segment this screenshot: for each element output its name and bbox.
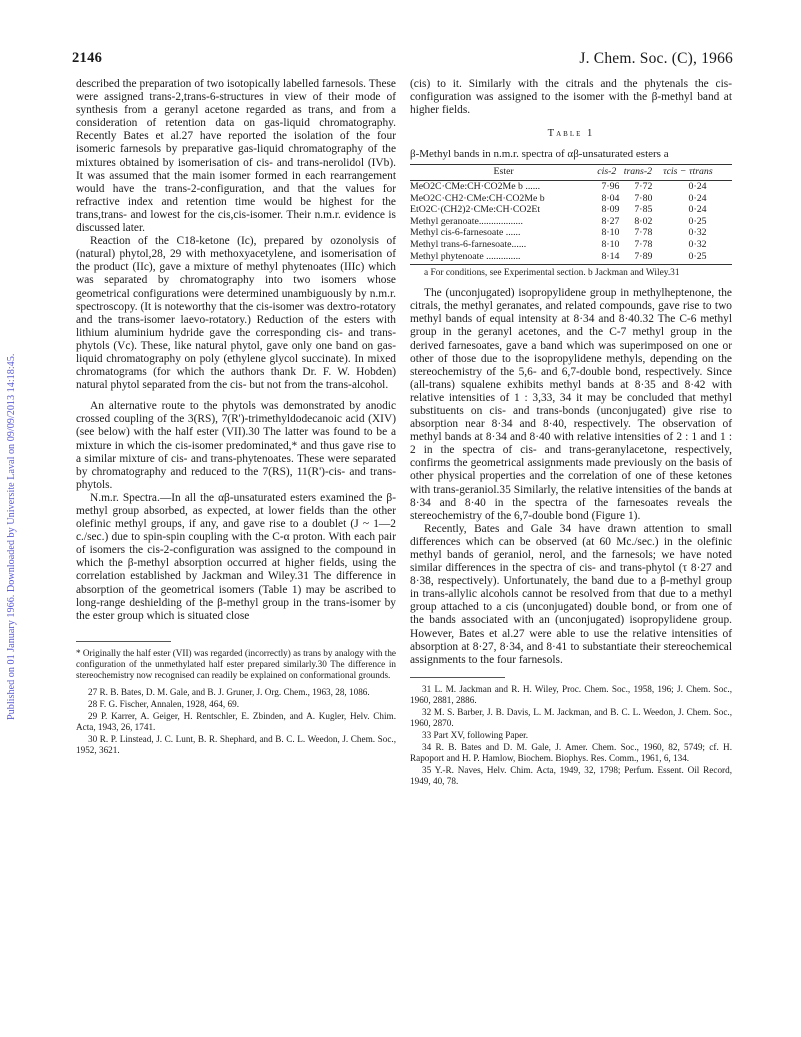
- reference: 29 P. Karrer, A. Geiger, H. Rentschler, E. Zbinden, and A. Kugler, Helv. Chim. Acta, 1943, 26, 1741.: [76, 710, 396, 732]
- reference: 32 M. S. Barber, J. B. Davis, L. M. Jackman, and B. C. L. Weedon, J. Chem. Soc., 1960, 2870.: [410, 706, 732, 728]
- table-cell: 8·09: [601, 204, 620, 216]
- reference: 35 Y.-R. Naves, Helv. Chim. Acta, 1949, 32, 1798; Perfum. Essent. Oil Record, 1949, 40, 78.: [410, 764, 732, 786]
- table-cell: 0·32: [688, 238, 707, 250]
- footnote-separator: [410, 677, 505, 678]
- left-column: [76, 78, 396, 757]
- table-note: a For conditions, see Experimental section. b Jackman and Wiley.31: [424, 268, 680, 279]
- table-cell: 7·85: [634, 204, 653, 216]
- right-paragraph: The (unconjugated) isopropylidene group in methylheptenone, the citrals, the methyl geranates, and related compounds, gave rise to two methyl bands of equal intensity at 8·34 and 8·40.32 The C-6 methyl group in the geranyl acetones, and the C-7 methyl group in the derived farnesoates, gave a band which was superimposed on one or other of those due to the isopropylidene methyls, depending on the stereochemistry of the 5,6- and 6,7-double bond, respectively. Since (all-trans) squalene exhibits methyl bands at 8·35 and 8·42 with relative intensities of 1 : 3,33, 34 it may be concluded that methyl substituents on cis- and trans-bonds (unconjugated) give rise to absorption near 8·34 and 8·40, respectively. The observation of methyl bands at 8·34 and 8·40 with relative intensities of 2 : 1 and 1 : 2 in the spectra of cis- and trans-geranylacetone, respectively, confirms the geometrical assignments made previously on the basis of other physical properties and the correlation of one of these ketones with trans-geraniol.35 Similarly, the relative intensities of the bands at 8·34 and 8·40 in the spectra of the farnesoates reveals the stereochemistry of the 6,7-double bond (Figure 1).: [410, 287, 732, 522]
- table-cell: 0·24: [688, 180, 707, 192]
- table-row: [410, 216, 732, 228]
- table-cell: 7·78: [634, 238, 653, 250]
- table-header-difference: τcis − τtrans: [663, 165, 732, 181]
- table-row: [410, 251, 732, 265]
- table-cell: 7·89: [624, 251, 663, 265]
- right-references: [410, 684, 732, 787]
- table-row: [410, 239, 732, 251]
- table-cell: 0·25: [688, 215, 707, 227]
- table-row: [410, 193, 732, 205]
- table-1: [410, 127, 732, 279]
- table-row: [410, 204, 732, 216]
- table-cell: EtO2C·(CH2)2·CMe:CH·CO2Et: [410, 204, 541, 216]
- left-paragraph: An alternative route to the phytols was demonstrated by anodic crossed coupling of the 3(RS), 7(R')-trimethyldodecanoic acid (XIV) (see below) with the half ester (VII).30 The latter was found to be a mixture in which the cis-isomer predominated,* and thus gave rise to a similar mixture of cis- and trans-phytenoates. These were separated by chromatography and reduced to the 7(RS), 11(R')-cis- and trans-phytols.: [76, 400, 396, 491]
- table-cell: Methyl cis-6-farnesoate ......: [410, 227, 521, 239]
- table-cell: 8·04: [601, 192, 620, 204]
- table-cell: 8·14: [597, 251, 623, 265]
- table-cell: 0·32: [688, 227, 707, 239]
- page-number: 2146: [72, 50, 103, 66]
- right-column: [410, 78, 732, 788]
- table-cell: 0·24: [688, 192, 707, 204]
- table-cell: Methyl trans-6-farnesoate......: [410, 238, 527, 250]
- table-row: [410, 227, 732, 239]
- reference: 28 F. G. Fischer, Annalen, 1928, 464, 69.: [88, 698, 239, 709]
- table-cell: 0·25: [663, 251, 732, 265]
- table-cell: 7·80: [634, 192, 653, 204]
- footnote-separator: [76, 641, 171, 642]
- side-stamp-text[interactable]: Published on 01 January 1966. Downloaded by Universite Laval on 09/09/2013 14:18:45.: [6, 353, 17, 720]
- left-references: [76, 687, 396, 756]
- right-paragraph: Recently, Bates and Gale 34 have drawn attention to small differences which can be observed (at 60 Mc./sec.) in the olefinic methyl bands of geraniol, nerol, and the farnesols; we have noted similar differences in the spectra of cis- and trans-phytol (τ 8·27 and 8·38, respectively). Unfortunately, the band due to a β-methyl group in trans-allylic alcohols cannot be resolved from that due to a methyl group attached to a cis (unconjugated) double bond, or from one of the bands associated with an (unconjugated) isopropylidene group. However, Bates et al.27 were able to use the relative intensities of absorption at 8·27, 8·34, and 8·41 to substantiate their stereochemical assignments to the four farnesols.: [410, 522, 732, 666]
- table-cell: 8·10: [601, 238, 620, 250]
- table-cell: 7·78: [634, 227, 653, 239]
- right-intro: (cis) to it. Similarly with the citrals and the phytenals the cis-configuration was assigned to the isomer with the β-methyl band at higher fields.: [410, 78, 732, 117]
- table-body: [410, 164, 732, 265]
- table-cell: MeO2C·CH2·CMe:CH·CO2Me b: [410, 192, 545, 204]
- table-cell: Methyl phytenoate ..............: [410, 251, 597, 265]
- reference: 31 L. M. Jackman and R. H. Wiley, Proc. Chem. Soc., 1958, 196; J. Chem. Soc., 1960, 2881, 2886.: [410, 683, 732, 705]
- table-cell: 8·27: [601, 215, 620, 227]
- table-cell: 7·72: [634, 180, 653, 192]
- table-header-ester: Ester: [410, 165, 597, 181]
- table-header-cis: cis-2: [597, 165, 623, 181]
- table-cell: 0·24: [688, 204, 707, 216]
- table-cell: 7·96: [601, 180, 620, 192]
- table-cell: 8·10: [601, 227, 620, 239]
- journal-header: J. Chem. Soc. (C), 1966: [579, 50, 733, 67]
- table-header-trans: trans-2: [624, 165, 663, 181]
- left-paragraph: Reaction of the C18-ketone (Ic), prepared by ozonolysis of (natural) phytol,28, 29 with methoxyacetylene, and isomerisation of the product (IIc), gave a mixture of methyl phytenoates (IIIc) which was separated by chromatography into two isomers whose geometrical configurations were determined unambiguously by n.m.r. spectroscopy. (It is noteworthy that the cis-isomer was dextro-rotatory and the trans-isomer laevo-rotatory.) Reduction of the esters with lithium aluminium hydride gave the corresponding cis- and trans-phytols (Vc). These, like natural phytol, gave only one band on gas-liquid chromatography on poly (ethylene glycol succinate). In mixed chromatograms (for which the authors thank Dr. F. W. Hobden) natural phytol separated from the cis- but not from the trans-alcohol.: [76, 235, 396, 392]
- left-paragraph: described the preparation of two isotopically labelled farnesols. These were assigned trans-2,trans-6-structures in view of their mode of synthesis from a geranyl acetone regarded as trans, and from a consideration of retention data on gas-liquid chromatography. Recently Bates et al.27 have reported the isolation of the four isomeric farnesols by preparative gas-liquid chromatography of the mixtures obtained by isomerisation of cis- and trans-nerolidol (IVb). It was assumed that the main isomer formed in each rearrangement would have the trans-2-configuration, and that the values for refractive index and retention time would be highest for the trans,trans- and lowest for the cis,cis-isomer. Their n.m.r. evidence is discussed later.: [76, 78, 396, 235]
- reference: 33 Part XV, following Paper.: [422, 729, 528, 740]
- side-stamp: [6, 160, 20, 720]
- table-cell: 8·02: [634, 215, 653, 227]
- reference: 27 R. B. Bates, D. M. Gale, and B. J. Gruner, J. Org. Chem., 1963, 28, 1086.: [88, 686, 370, 697]
- reference: 34 R. B. Bates and D. M. Gale, J. Amer. Chem. Soc., 1960, 82, 5749; cf. H. Rapoport and H. P. Hamlow, Biochem. Biophys. Res. Comm., 1961, 6, 134.: [410, 741, 732, 763]
- table-cell: Methyl geranoate..................: [410, 215, 523, 227]
- table-cell: MeO2C·CMe:CH·CO2Me b ......: [410, 180, 541, 192]
- table-title: Table 1: [547, 128, 595, 140]
- reference: 30 R. P. Linstead, J. C. Lunt, B. R. Shephard, and B. C. L. Weedon, J. Chem. Soc., 1952, 3621.: [76, 733, 396, 755]
- left-paragraph: N.m.r. Spectra.—In all the αβ-unsaturated esters examined the β-methyl group absorbed, as expected, at lower fields than the other olefinic methyl groups, if any, and gave rise to a doublet (J ~ 1—2 c./sec.) due to spin-spin coupling with the C-α proton. With each pair of isomers the cis-2-configuration was assigned to the compound in which the β-methyl absorption occurred at higher fields, using the correlation established by Jackman and Wiley.31 The difference in absorption of the geometrical isomers (Table 1) may be ascribed to long-range deshielding of the β-methyl group in the trans-isomer by the ester group which is situated close: [76, 491, 396, 622]
- table-row: [410, 180, 732, 192]
- footnote: * Originally the half ester (VII) was regarded (incorrectly) as trans by analogy with the configuration of the unmethylated half ester prepared similarly.30 The difference in stereochemistry now recognised can readily be explained on conformational grounds.: [76, 647, 396, 680]
- table-caption: β-Methyl bands in n.m.r. spectra of αβ-unsaturated esters a: [410, 148, 669, 161]
